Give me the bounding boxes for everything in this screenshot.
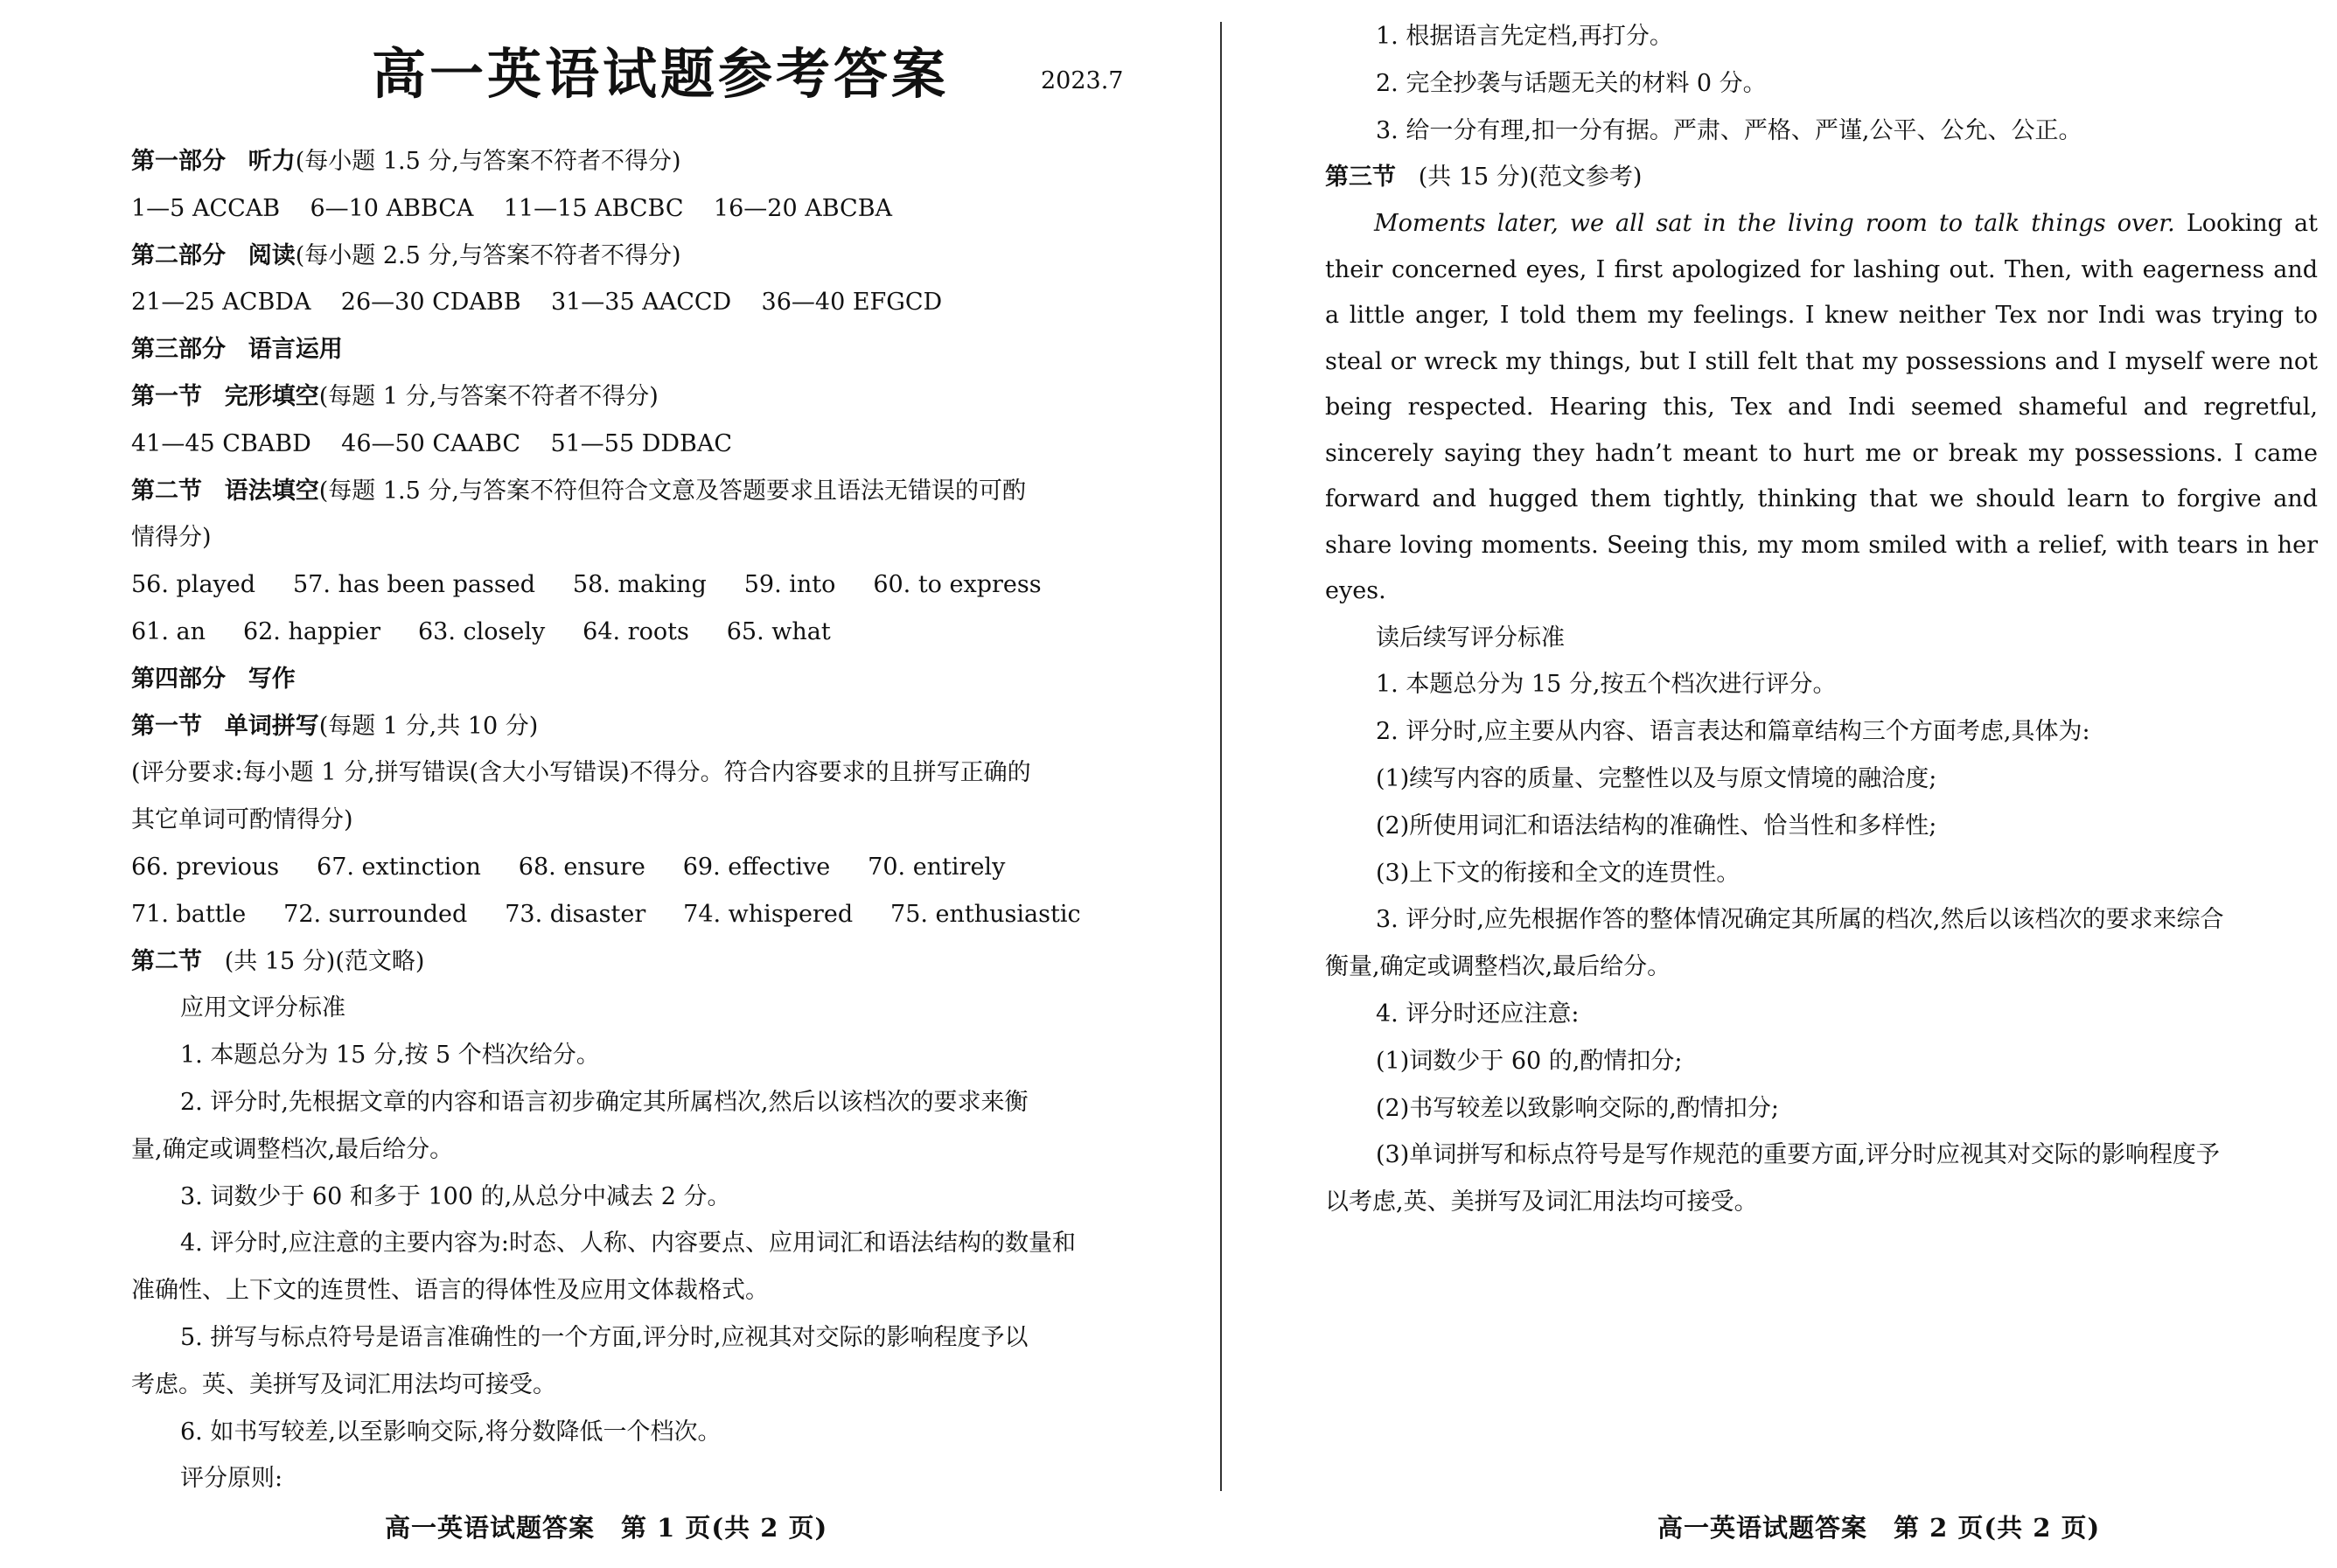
essay-body: Looking at their concerned eyes, I first apologized for lashing out. Then, with eagerness and a little anger, I told them my feelings. I knew neither Tex nor Indi was trying to steal or wreck my things, but I still felt that my possessions and I myself were not being respected. Hearing this, Tex and Indi seemed shameful and regretful, sincerely saying they hadn’t meant to hurt me or break my possessions. I came forward and hugged them tightly, thinking that we should learn to forgive and share loving moments. Seeing this, my mom smiled with a relief, with tears in her eyes. xyxy=(1325,210,2318,605)
part3-title: 语言运用 xyxy=(248,336,343,364)
cloze-note: (每题 1 分,与答案不符者不得分) xyxy=(318,382,659,410)
writing-sec2-heading: 第二节 xyxy=(131,947,202,975)
page-title: 高一英语试题参考答案 xyxy=(372,42,950,106)
answer-group: 41—45 CBABD xyxy=(131,429,311,457)
writing-sec2-header xyxy=(131,938,1128,986)
cloze-header xyxy=(131,373,1128,421)
answer-group: 21—25 ACBDA xyxy=(131,289,311,317)
criteria-item-cont: 量,确定或调整档次,最后给分。 xyxy=(131,1135,454,1163)
part2-heading: 第二部分 xyxy=(131,241,226,269)
cont-criteria-item: (1)词数少于 60 的,酌情扣分; xyxy=(1376,1047,1683,1075)
page-footer: 高一英语试题答案 第 2 页(共 2 页) xyxy=(1657,1513,2101,1543)
answer-item: 65. what xyxy=(726,617,831,645)
cont-criteria-item: 1. 本题总分为 15 分,按五个档次进行评分。 xyxy=(1376,671,1837,699)
continuation-heading: 第三节 xyxy=(1325,164,1396,192)
cont-criteria-item: (3)上下文的衔接和全文的连贯性。 xyxy=(1376,859,1741,887)
spelling-answers-row1 xyxy=(131,844,1128,891)
answer-item: 61. an xyxy=(131,617,206,645)
grammar-answers-row1 xyxy=(131,561,1128,609)
grammar-note-cont: 情得分) xyxy=(131,524,212,552)
part1-note: (每小题 1.5 分,与答案不符者不得分) xyxy=(295,148,681,175)
criteria-item: 6. 如书写较差,以至影响交际,将分数降低一个档次。 xyxy=(180,1418,722,1446)
exam-date: 2023.7 xyxy=(1041,67,1124,94)
answer-group: 16—20 ABCBA xyxy=(713,194,893,222)
principle-item: 2. 完全抄袭与话题无关的材料 0 分。 xyxy=(1376,69,1767,97)
cloze-answers xyxy=(131,421,1128,468)
answer-item: 66. previous xyxy=(131,853,280,881)
cont-criteria-item: 4. 评分时还应注意: xyxy=(1376,1000,1580,1028)
answer-group: 46—50 CAABC xyxy=(341,429,521,457)
answer-item: 73. disaster xyxy=(505,900,646,928)
page-footer: 高一英语试题答案 第 1 页(共 2 页) xyxy=(385,1513,828,1543)
answer-group: 1—5 ACCAB xyxy=(131,194,281,222)
page-divider xyxy=(1220,22,1222,1491)
spelling-requirement-cont: 其它单词可酌情得分) xyxy=(131,806,353,834)
spelling-header xyxy=(131,703,1128,750)
criteria-item-cont: 准确性、上下文的连贯性、语言的得体性及应用文体裁格式。 xyxy=(131,1277,769,1305)
answer-group: 11—15 ABCBC xyxy=(503,194,684,222)
criteria-item: 4. 评分时,应注意的主要内容为:时态、人称、内容要点、应用词汇和语法结构的数量和 xyxy=(180,1230,1077,1258)
grammar-note: (每题 1.5 分,与答案不符但符合文意及答题要求且语法无错误的可酌 xyxy=(318,477,1026,505)
spelling-heading: 第一节 xyxy=(131,712,202,740)
cont-criteria-item: 3. 评分时,应先根据作答的整体情况确定其所属的档次,然后以该档次的要求来综合 xyxy=(1376,906,2224,934)
part3-header xyxy=(131,326,1128,373)
part4-title: 写作 xyxy=(248,665,296,693)
cont-criteria-item: (2)所使用词汇和语法结构的准确性、恰当性和多样性; xyxy=(1376,812,1937,840)
criteria-item-cont: 考虑。英、美拼写及词汇用法均可接受。 xyxy=(131,1370,556,1398)
part1-title: 听力 xyxy=(248,148,296,175)
part1-heading: 第一部分 xyxy=(131,148,226,175)
part4-header xyxy=(131,656,1128,703)
answer-item: 71. battle xyxy=(131,900,247,928)
answer-item: 56. played xyxy=(131,571,256,599)
answer-item: 57. has been passed xyxy=(292,571,535,599)
criteria-item: 2. 评分时,先根据文章的内容和语言初步确定其所属档次,然后以该档次的要求来衡 xyxy=(180,1088,1029,1116)
cloze-title: 完形填空 xyxy=(224,382,319,410)
answer-item: 67. extinction xyxy=(317,853,481,881)
answer-group: 26—30 CDABB xyxy=(340,289,521,317)
answer-item: 72. surrounded xyxy=(283,900,468,928)
criteria-item: 1. 本题总分为 15 分,按 5 个档次给分。 xyxy=(180,1042,600,1070)
answer-group: 51—55 DDBAC xyxy=(550,429,733,457)
answer-item: 60. to express xyxy=(873,571,1042,599)
model-essay xyxy=(1325,201,2318,615)
continuation-note: (共 15 分)(范文参考) xyxy=(1418,164,1643,192)
answer-item: 63. closely xyxy=(417,617,546,645)
cont-criteria-item: (2)书写较差以致影响交际的,酌情扣分; xyxy=(1376,1094,1779,1122)
answer-item: 74. whispered xyxy=(683,900,854,928)
grammar-header xyxy=(131,468,1128,515)
grammar-heading: 第二节 xyxy=(131,477,202,505)
part2-note: (每小题 2.5 分,与答案不符者不得分) xyxy=(295,241,681,269)
criteria-title: 应用文评分标准 xyxy=(180,994,345,1022)
answer-item: 58. making xyxy=(572,571,707,599)
spelling-title: 单词拼写 xyxy=(224,712,319,740)
principle-item: 1. 根据语言先定档,再打分。 xyxy=(1376,23,1673,50)
answer-group: 6—10 ABBCA xyxy=(310,194,474,222)
part2-title: 阅读 xyxy=(248,241,296,269)
part1-answers xyxy=(131,185,1128,233)
cont-criteria-item-cont: 以考虑,英、美拼写及词汇用法均可接受。 xyxy=(1325,1188,1758,1216)
spelling-note: (每题 1 分,共 10 分) xyxy=(318,712,539,740)
answer-item: 75. enthusiastic xyxy=(890,900,1081,928)
answer-item: 59. into xyxy=(743,571,836,599)
answer-item: 62. happier xyxy=(242,617,381,645)
cont-criteria-title: 读后续写评分标准 xyxy=(1376,624,1565,652)
spelling-answers-row2 xyxy=(131,891,1128,938)
page1-body xyxy=(131,138,1128,1502)
answer-item: 70. entirely xyxy=(868,853,1006,881)
cloze-heading: 第一节 xyxy=(131,382,202,410)
answer-item: 69. effective xyxy=(682,853,831,881)
part2-answers xyxy=(131,279,1128,326)
spelling-requirement: (评分要求:每小题 1 分,拼写错误(含大小写错误)不得分。符合内容要求的且拼写正确的 xyxy=(131,759,1031,787)
cont-criteria-item-cont: 衡量,确定或调整档次,最后给分。 xyxy=(1325,953,1671,981)
page2-body xyxy=(1325,13,2318,1226)
cont-criteria-item: 2. 评分时,应主要从内容、语言表达和篇章结构三个方面考虑,具体为: xyxy=(1376,718,2090,746)
part3-heading: 第三部分 xyxy=(131,336,226,364)
answer-item: 64. roots xyxy=(583,617,689,645)
part1-header xyxy=(131,138,1128,185)
continuation-header xyxy=(1325,154,2318,201)
title-row xyxy=(131,39,1128,118)
part2-header xyxy=(131,233,1128,280)
answer-group: 36—40 EFGCD xyxy=(761,289,943,317)
essay-first-sentence: Moments later, we all sat in the living room to talk things over. xyxy=(1374,210,2175,238)
answer-group: 31—35 AACCD xyxy=(550,289,732,317)
criteria-item: 3. 词数少于 60 和多于 100 的,从总分中减去 2 分。 xyxy=(180,1182,731,1210)
cont-criteria-item: (3)单词拼写和标点符号是写作规范的重要方面,评分时应视其对交际的影响程度予 xyxy=(1376,1141,2220,1169)
grammar-title: 语法填空 xyxy=(224,477,319,505)
writing-sec2-note: (共 15 分)(范文略) xyxy=(224,947,425,975)
grammar-answers-row2 xyxy=(131,609,1128,656)
cont-criteria-item: (1)续写内容的质量、完整性以及与原文情境的融洽度; xyxy=(1376,765,1937,793)
answer-item: 68. ensure xyxy=(518,853,645,881)
scoring-principles-title: 评分原则: xyxy=(180,1465,283,1493)
principle-item: 3. 给一分有理,扣一分有据。严肃、严格、严谨,公平、公允、公正。 xyxy=(1376,116,2082,144)
criteria-item: 5. 拼写与标点符号是语言准确性的一个方面,评分时,应视其对交际的影响程度予以 xyxy=(180,1323,1029,1351)
answer-page-2 xyxy=(1224,0,2337,1568)
part4-heading: 第四部分 xyxy=(131,665,226,693)
